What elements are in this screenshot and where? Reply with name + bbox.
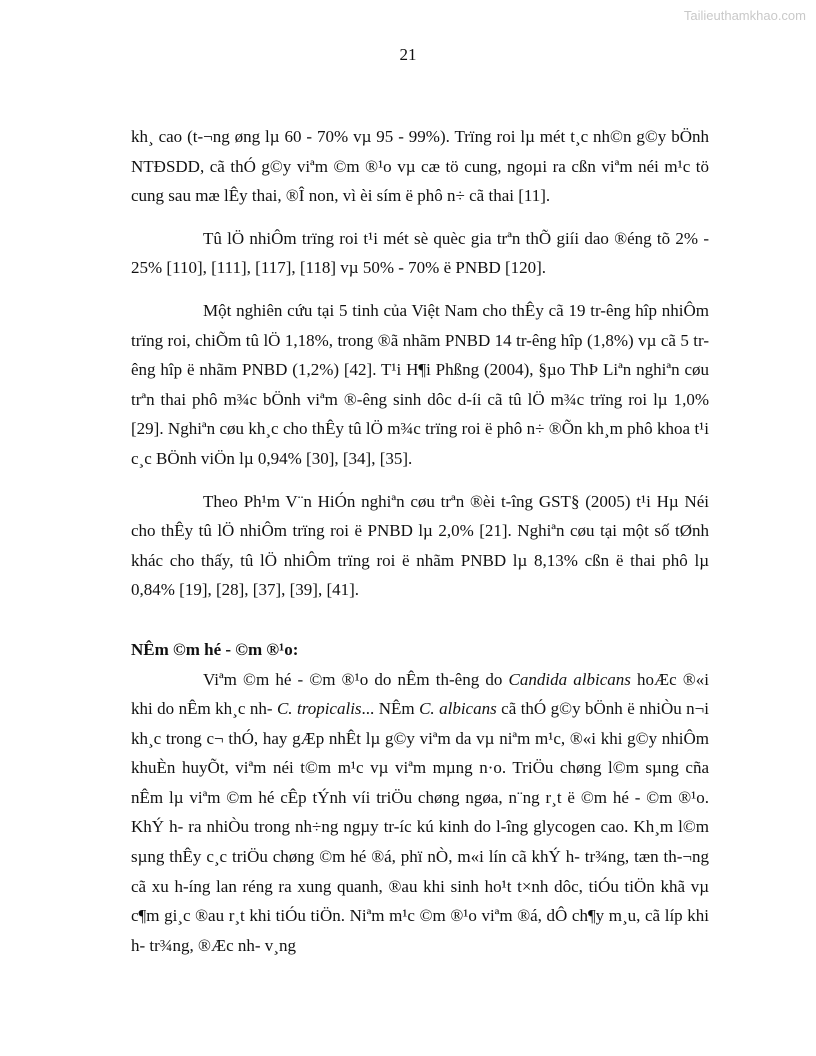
- text-run: Viªm ©m hé - ©m ®¹o do nÊm th-êng do: [203, 669, 509, 689]
- document-body: [131, 122, 709, 960]
- species-name: C. albicans: [419, 699, 497, 719]
- paragraph-3: Một nghiên cứu tại 5 tinh của Việt Nam cho thÊy cã 19 tr-êng hîp nhiÔm trïng roi, chiÕm tû lÖ 1,18%, trong ®ã nhãm PNBD 14 tr-êng hîp (1,8%) vµ cã 5 tr-êng hîp ë nhãm PNBD (1,2%) [42]. T¹i H¶i Phßng (2004), §µo ThÞ Liªn nghiªn cøu trªn thai phô m¾c bÖnh viªm ®-êng sinh dôc d-íi cã tû lÖ m¾c trïng roi lµ 1,0% [29]. Nghiªn cøu kh¸c cho thÊy tû lÖ m¾c trïng roi ë phô n÷ ®Õn kh¸m phô khoa t¹i c¸c BÖnh viÖn lµ 0,94% [30], [34], [35].: [131, 300, 709, 468]
- paragraph-2: Tû lÖ nhiÔm trïng roi t¹i mét sè quèc gia trªn thÕ giíi dao ®éng tõ 2% - 25% [110], [111], [117], [118] vµ 50% - 70% ë PNBD [120].: [131, 228, 709, 278]
- paragraph-1: kh¸ cao (t-¬ng øng lµ 60 - 70% vµ 95 - 99%). Trïng roi lµ mét t¸c nh©n g©y bÖnh NTĐSDD, cã thÓ g©y viªm ©m ®¹o vµ cæ tö cung, ngoµi ra cßn viªm néi m¹c tö cung sau mæ lÊy thai, ®Î non, vì èi sím ë phô n÷ cã thai [11].: [131, 127, 709, 206]
- species-name: C. tropicalis: [276, 699, 362, 719]
- section-paragraph: [131, 665, 709, 961]
- page-number: 21: [399, 45, 417, 64]
- paragraph-4: Theo Ph¹m V¨n HiÓn nghiªn cøu trªn ®èi t-îng GST§ (2005) t¹i Hµ Néi cho thÊy tû lÖ nhiÔm trïng roi ë PNBD lµ 2,0% [21]. Nghiªn cøu tại một số tØnh khác cho thấy, tû lÖ nhiÔm trïng roi ë nhãm PNBD lµ 8,13% cßn ë thai phô lµ 0,84% [19], [28], [37], [39], [41].: [131, 491, 709, 600]
- watermark: Tailieuthamkhao.com: [683, 8, 806, 23]
- section-heading: NÊm ©m hé - ©m ®¹o:: [131, 639, 299, 659]
- text-run: ... NÊm: [361, 699, 420, 719]
- text-run: hoÆc ®«i khi do nÊm kh¸c nh-: [131, 669, 709, 719]
- species-name: Candida albicans: [508, 669, 631, 689]
- text-run: cã thÓ g©y bÖnh ë nhiÒu n¬i kh¸c trong c¬ thÓ, hay gÆp nhÊt lµ g©y viªm da vµ niªm m¹c, ®«i khi g©y nhiÔm khuÈn huyÕt, viªm néi t©m m¹c vµ viªm mµng n·o. TriÖu chøng l©m sµng cña nÊm lµ viªm ©m hé cÊp tÝnh víi triÖu chøng ngøa, n¨ng r¸t ë ©m hé - ©m ®¹o. KhÝ h- ra nhiÒu trong nh÷ng ngµy tr-íc kú kinh do l-îng glycogen cao. Kh¸m l©m sµng thÊy c¸c triÖu chøng ©m hé ®á, phï nÒ, m«i lín cã khÝ h- tr¾ng, tæn th-¬ng cã xu h-íng lan réng ra xung quanh, ®au khi sinh ho¹t t×nh dôc, tiÓu tiÖn khã vµ c¶m gi¸c ®au r¸t khi tiÓu tiÖn. Niªm m¹c ©m ®¹o viªm ®á, dÔ ch¶y m¸u, cã líp khi h- tr¾ng, ®Æc nh- v¸ng: [131, 699, 709, 955]
